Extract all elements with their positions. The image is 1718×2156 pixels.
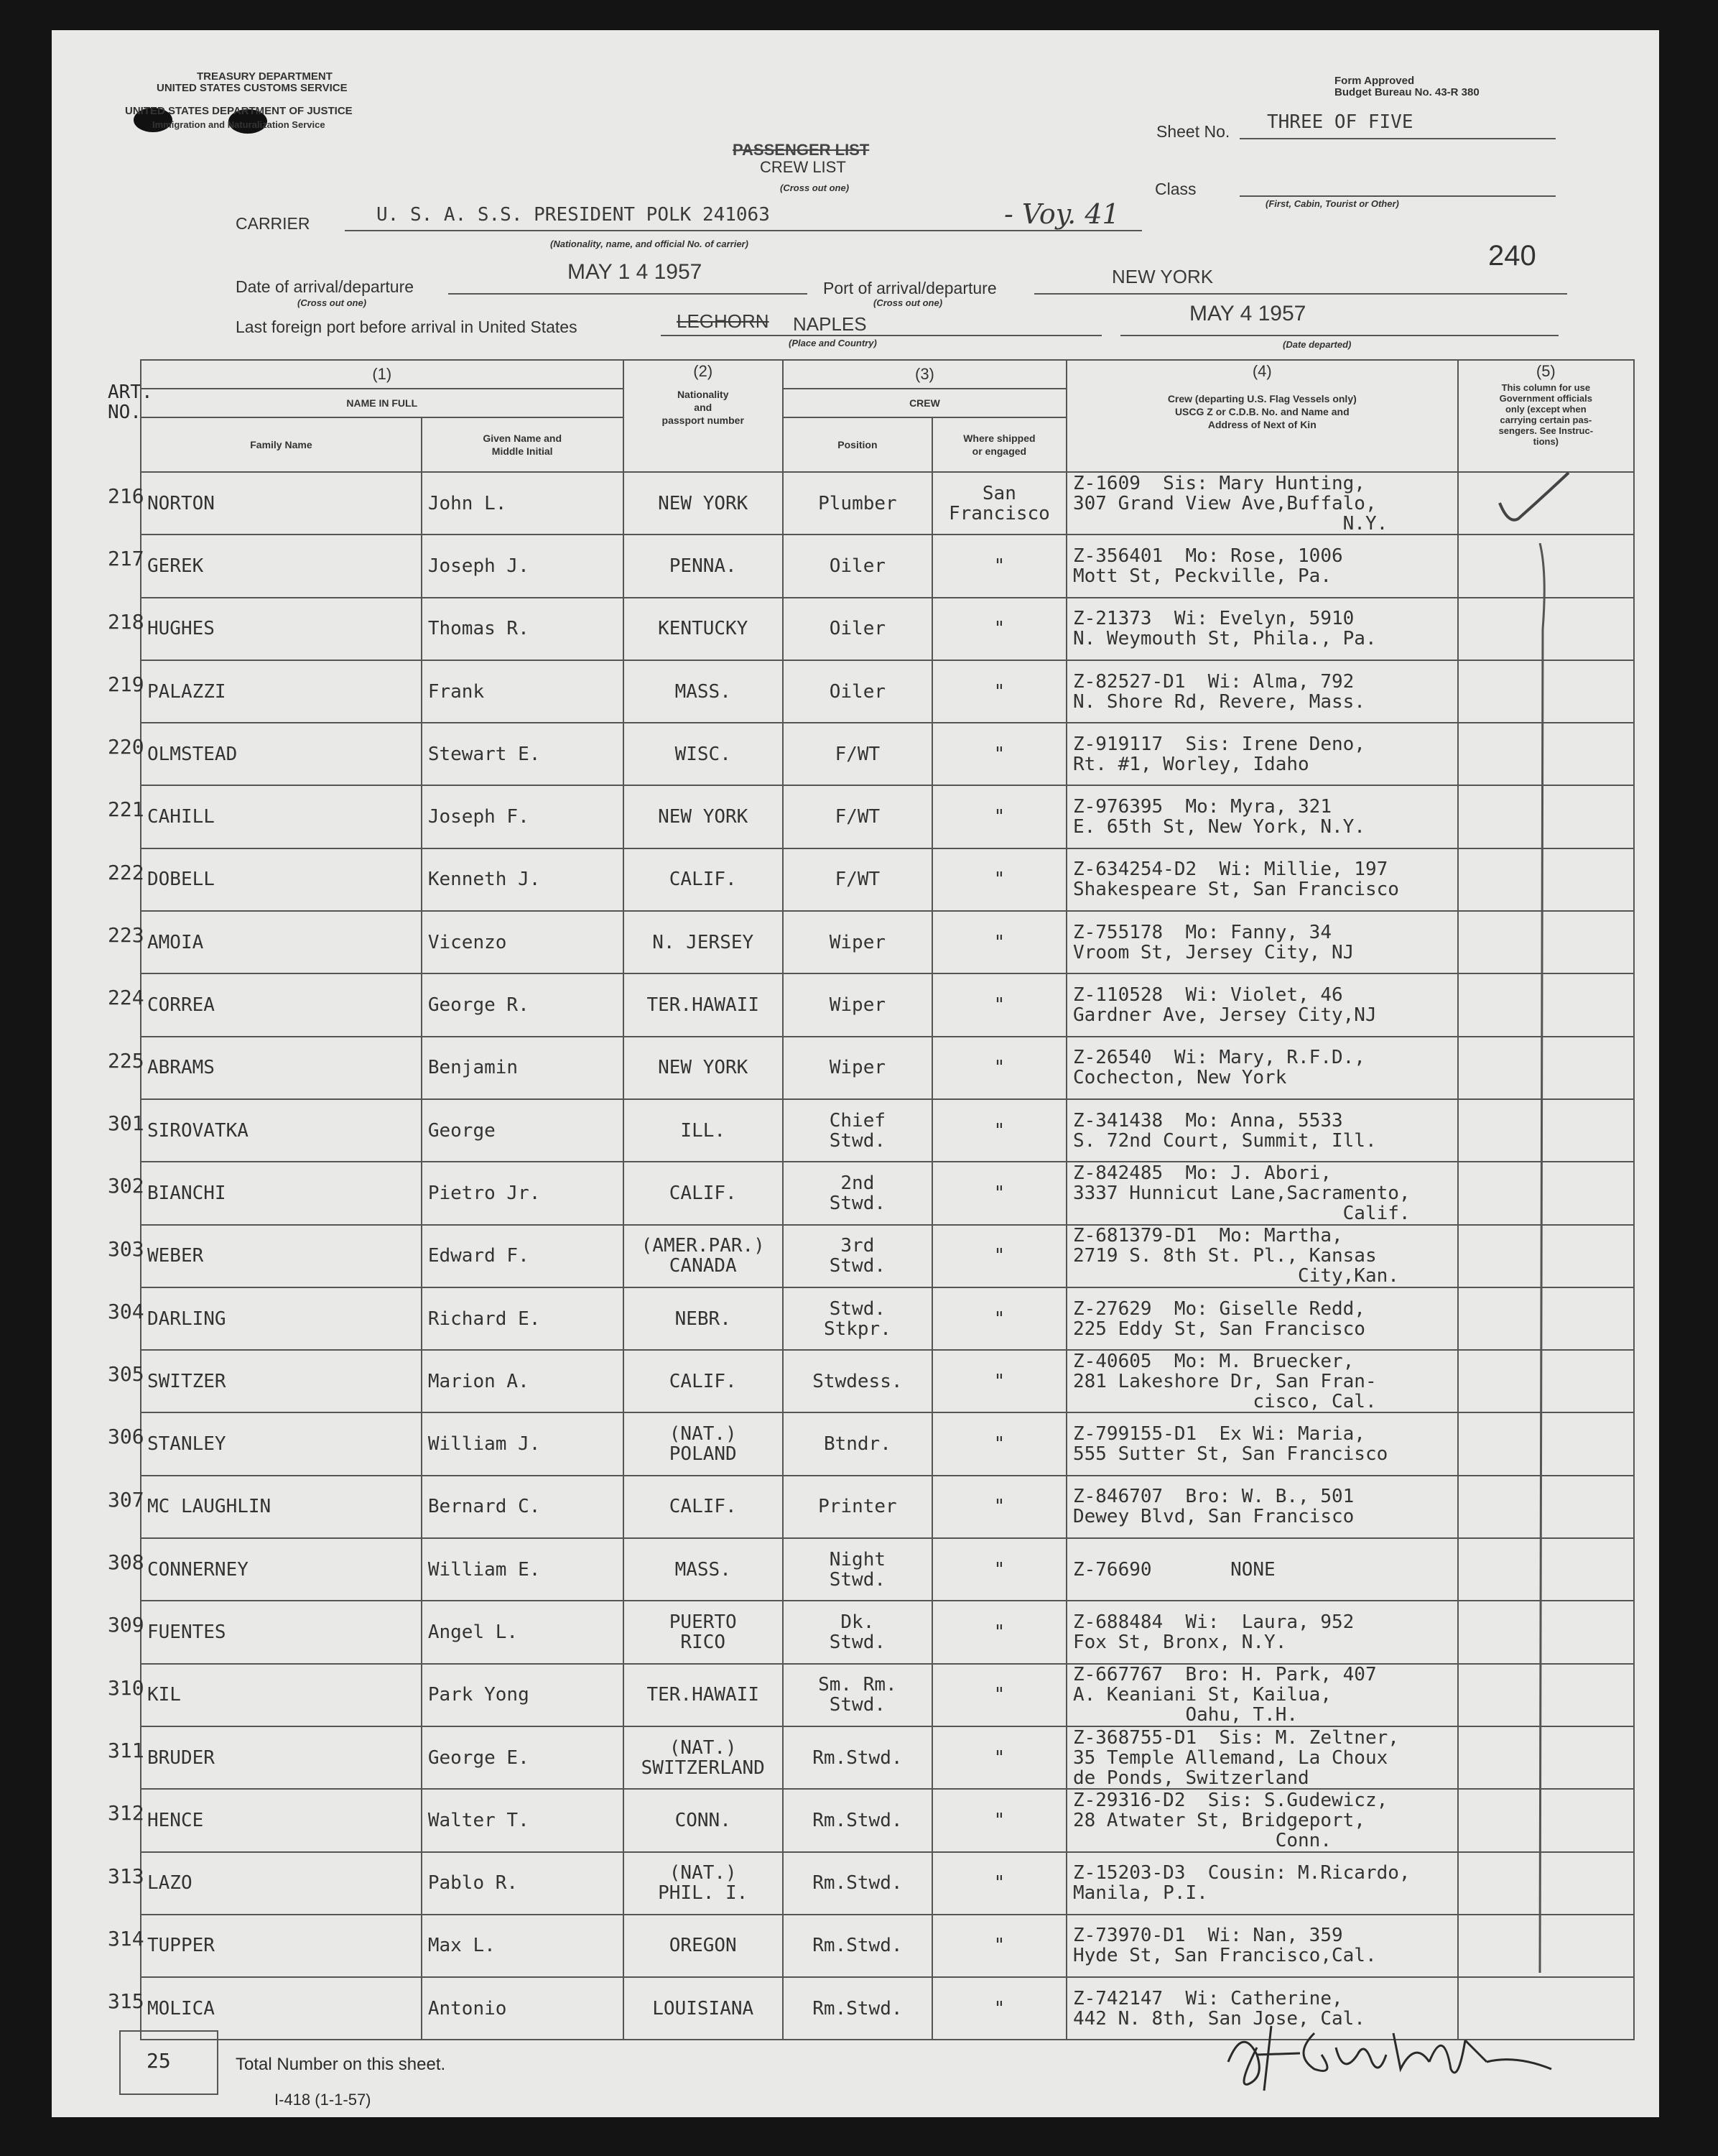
total-label: Total Number on this sheet.: [236, 2055, 446, 2074]
given-name: Stewart E.: [422, 723, 623, 785]
given-name: Walter T.: [422, 1789, 623, 1851]
port-value: NEW YORK: [1112, 266, 1214, 287]
last-port-label: Last foreign port before arrival in United States: [236, 318, 577, 336]
family-name: SIROVATKA: [141, 1099, 422, 1162]
carrier-caption: (Nationality, name, and official No. of carrier): [550, 239, 748, 249]
where-shipped: ": [932, 1977, 1067, 2040]
total-value: 25: [147, 2049, 171, 2073]
col1-number: (1): [141, 360, 623, 389]
where-shipped: ": [932, 1162, 1067, 1224]
next-of-kin: Z-681379-D1 Mo: Martha, 2719 S. 8th St. Pl., Kansas City,Kan.: [1067, 1225, 1458, 1287]
nationality: MASS.: [623, 660, 783, 723]
family-name: BRUDER: [141, 1726, 422, 1789]
art-number-text: 307: [108, 1487, 144, 1512]
family-name: HUGHES: [141, 598, 422, 660]
art-number-text: 223: [108, 923, 144, 948]
date-departed-caption: (Date departed): [1283, 339, 1352, 350]
table-row: [141, 1852, 1634, 1915]
family-name: NORTON: [141, 472, 422, 535]
next-of-kin: Z-667767 Bro: H. Park, 407 A. Keaniani St, Kailua, Oahu, T.H.: [1067, 1664, 1458, 1726]
position: Chief Stwd.: [783, 1099, 932, 1162]
next-of-kin: Z-842485 Mo: J. Abori, 3337 Hunnicut Lane,Sacramento, Calif.: [1067, 1162, 1458, 1224]
class-label: Class: [1155, 180, 1197, 198]
next-of-kin: Z-755178 Mo: Fanny, 34 Vroom St, Jersey City, NJ: [1067, 911, 1458, 973]
table-row: [141, 1789, 1634, 1851]
given-name: Benjamin: [422, 1037, 623, 1099]
form-approved: Form Approved: [1334, 75, 1415, 87]
given-name: Edward F.: [422, 1225, 623, 1287]
position: Night Stwd.: [783, 1538, 932, 1601]
table-row: [141, 785, 1634, 848]
next-of-kin: Z-27629 Mo: Giselle Redd, 225 Eddy St, San Francisco: [1067, 1287, 1458, 1350]
where-shipped: San Francisco: [932, 472, 1067, 535]
nationality: N. JERSEY: [623, 911, 783, 973]
position: Rm.Stwd.: [783, 1977, 932, 2040]
given-name: Pietro Jr.: [422, 1162, 623, 1224]
where-shipped: ": [932, 848, 1067, 911]
art-number-text: 216: [108, 484, 144, 508]
nationality: KENTUCKY: [623, 598, 783, 660]
next-of-kin: Z-26540 Wi: Mary, R.F.D., Cochecton, New York: [1067, 1037, 1458, 1099]
table-row: [141, 848, 1634, 911]
shipped-header: Where shipped or engaged: [932, 417, 1067, 472]
next-of-kin: Z-76690 NONE: [1067, 1538, 1458, 1601]
family-name: LAZO: [141, 1852, 422, 1915]
position: Sm. Rm. Stwd.: [783, 1664, 932, 1726]
table-row: [141, 1726, 1634, 1789]
next-of-kin: Z-634254-D2 Wi: Millie, 197 Shakespeare St, San Francisco: [1067, 848, 1458, 911]
where-shipped: ": [932, 1601, 1067, 1663]
art-number-text: 305: [108, 1362, 144, 1387]
next-of-kin: Z-29316-D2 Sis: S.Gudewicz, 28 Atwater St, Bridgeport, Conn.: [1067, 1789, 1458, 1851]
position: Oiler: [783, 535, 932, 597]
position: F/WT: [783, 785, 932, 848]
table-row: [141, 1601, 1634, 1663]
position: 2nd Stwd.: [783, 1162, 932, 1224]
position: Rm.Stwd.: [783, 1789, 932, 1851]
family-name: ABRAMS: [141, 1037, 422, 1099]
given-name: Pablo R.: [422, 1852, 623, 1915]
art-number-text: 220: [108, 735, 144, 759]
where-shipped: ": [932, 1476, 1067, 1538]
position: Stwdess.: [783, 1350, 932, 1412]
art-number-text: 217: [108, 547, 144, 571]
table-row: [141, 535, 1634, 597]
table-row: [141, 911, 1634, 973]
where-shipped: ": [932, 1726, 1067, 1789]
art-number-text: 218: [108, 609, 144, 634]
given-name: Bernard C.: [422, 1476, 623, 1538]
col3-number: (3): [783, 360, 1067, 389]
family-name: OLMSTEAD: [141, 723, 422, 785]
family-name: AMOIA: [141, 911, 422, 973]
nationality: (NAT.) PHIL. I.: [623, 1852, 783, 1915]
signature: [1214, 2012, 1559, 2098]
kin-header: (4) Crew (departing U.S. Flag Vessels only) USCG Z or C.D.B. No. and Name and Address of Next of Kin: [1067, 360, 1458, 472]
family-name: CAHILL: [141, 785, 422, 848]
where-shipped: ": [932, 660, 1067, 723]
family-name: MOLICA: [141, 1977, 422, 2040]
art-number-text: 306: [108, 1425, 144, 1449]
art-number-text: 221: [108, 797, 144, 822]
table-row: [141, 1915, 1634, 1977]
official-use-line: [1523, 543, 1566, 1987]
position: F/WT: [783, 723, 932, 785]
agency-line: TREASURY DEPARTMENT: [197, 70, 333, 83]
family-name: FUENTES: [141, 1601, 422, 1663]
family-name: DOBELL: [141, 848, 422, 911]
next-of-kin: Z-976395 Mo: Myra, 321 E. 65th St, New York, N.Y.: [1067, 785, 1458, 848]
date-value: MAY 1 4 1957: [567, 260, 702, 284]
family-name: STANLEY: [141, 1412, 422, 1475]
where-shipped: ": [932, 1852, 1067, 1915]
nationality: WISC.: [623, 723, 783, 785]
nationality: (AMER.PAR.) CANADA: [623, 1225, 783, 1287]
next-of-kin: Z-742147 Wi: Catherine, 442 N. 8th, San Jose, Cal.: [1067, 1977, 1458, 2040]
family-name-header: Family Name: [141, 417, 422, 472]
position: Printer: [783, 1476, 932, 1538]
position: Oiler: [783, 660, 932, 723]
agency-line: UNITED STATES DEPARTMENT OF JUSTICE: [125, 105, 353, 117]
next-of-kin: Z-368755-D1 Sis: M. Zeltner, 35 Temple Allemand, La Choux de Ponds, Switzerland: [1067, 1726, 1458, 1789]
family-name: CORREA: [141, 973, 422, 1036]
where-shipped: ": [932, 1538, 1067, 1601]
next-of-kin: Z-919117 Sis: Irene Deno, Rt. #1, Worley, Idaho: [1067, 723, 1458, 785]
nationality: PUERTO RICO: [623, 1601, 783, 1663]
table-row: [141, 472, 1634, 535]
given-name: Frank: [422, 660, 623, 723]
position: F/WT: [783, 848, 932, 911]
next-of-kin: Z-688484 Wi: Laura, 952 Fox St, Bronx, N.Y.: [1067, 1601, 1458, 1663]
position: Wiper: [783, 973, 932, 1036]
class-caption: (First, Cabin, Tourist or Other): [1266, 198, 1399, 209]
family-name: SWITZER: [141, 1350, 422, 1412]
position: Wiper: [783, 1037, 932, 1099]
where-shipped: ": [932, 723, 1067, 785]
table-row: [141, 1476, 1634, 1538]
where-shipped: ": [932, 1915, 1067, 1977]
given-name: Vicenzo: [422, 911, 623, 973]
nationality: TER.HAWAII: [623, 973, 783, 1036]
given-name: Joseph J.: [422, 535, 623, 597]
cross-out-caption: (Cross out one): [780, 182, 850, 193]
nationality: ILL.: [623, 1099, 783, 1162]
official-use-header: (5) This column for use Government officials only (except when carrying certain pas- sengers. See Instruc- tions): [1458, 360, 1634, 472]
nationality-header: (2) Nationality and passport number: [623, 360, 783, 472]
sheet-label: Sheet No.: [1156, 122, 1230, 141]
position: Rm.Stwd.: [783, 1915, 932, 1977]
where-shipped: ": [932, 785, 1067, 848]
given-name: William J.: [422, 1412, 623, 1475]
position: Wiper: [783, 911, 932, 973]
art-number-text: 304: [108, 1299, 144, 1323]
next-of-kin: Z-341438 Mo: Anna, 5533 S. 72nd Court, Summit, Ill.: [1067, 1099, 1458, 1162]
position: Oiler: [783, 598, 932, 660]
art-number-text: 222: [108, 860, 144, 884]
where-shipped: ": [932, 1789, 1067, 1851]
family-name: DARLING: [141, 1287, 422, 1350]
table-row: [141, 1162, 1634, 1224]
art-number-text: 310: [108, 1675, 144, 1700]
given-name: Kenneth J.: [422, 848, 623, 911]
art-number-text: 224: [108, 986, 144, 1010]
position: Btndr.: [783, 1412, 932, 1475]
given-name-header: Given Name and Middle Initial: [422, 417, 623, 472]
position: Rm.Stwd.: [783, 1852, 932, 1915]
nationality: (NAT.) POLAND: [623, 1412, 783, 1475]
given-name: Thomas R.: [422, 598, 623, 660]
position: Stwd. Stkpr.: [783, 1287, 932, 1350]
table-row: [141, 1350, 1634, 1412]
nationality: (NAT.) SWITZERLAND: [623, 1726, 783, 1789]
given-name: George R.: [422, 973, 623, 1036]
position: Plumber: [783, 472, 932, 535]
where-shipped: ": [932, 1037, 1067, 1099]
budget-bureau-no: Budget Bureau No. 43-R 380: [1334, 86, 1480, 98]
nationality: CONN.: [623, 1789, 783, 1851]
last-port-struck: LEGHORN: [677, 310, 769, 332]
family-name: CONNERNEY: [141, 1538, 422, 1601]
carrier-value: U. S. A. S.S. PRESIDENT POLK 241063: [376, 204, 770, 226]
table-row: [141, 1037, 1634, 1099]
date-departed-value: MAY 4 1957: [1189, 302, 1306, 325]
family-name: WEBER: [141, 1225, 422, 1287]
table-row: [141, 1287, 1634, 1350]
given-name: George E.: [422, 1726, 623, 1789]
nationality: TER.HAWAII: [623, 1664, 783, 1726]
position: 3rd Stwd.: [783, 1225, 932, 1287]
position: Rm.Stwd.: [783, 1726, 932, 1789]
table-row: [141, 1225, 1634, 1287]
next-of-kin: Z-356401 Mo: Rose, 1006 Mott St, Peckville, Pa.: [1067, 535, 1458, 597]
nationality: OREGON: [623, 1915, 783, 1977]
nationality: MASS.: [623, 1538, 783, 1601]
given-name: John L.: [422, 472, 623, 535]
next-of-kin: Z-110528 Wi: Violet, 46 Gardner Ave, Jersey City,NJ: [1067, 973, 1458, 1036]
given-name: Joseph F.: [422, 785, 623, 848]
next-of-kin: Z-21373 Wi: Evelyn, 5910 N. Weymouth St, Phila., Pa.: [1067, 598, 1458, 660]
position: Dk. Stwd.: [783, 1601, 932, 1663]
port-label: Port of arrival/departure: [823, 279, 997, 297]
next-of-kin: Z-15203-D3 Cousin: M.Ricardo, Manila, P.I.: [1067, 1852, 1458, 1915]
art-number-text: 303: [108, 1236, 144, 1261]
family-name: TUPPER: [141, 1915, 422, 1977]
family-name: BIANCHI: [141, 1162, 422, 1224]
next-of-kin: Z-1609 Sis: Mary Hunting, 307 Grand View Ave,Buffalo, N.Y.: [1067, 472, 1458, 535]
art-number-text: 309: [108, 1613, 144, 1637]
table-row: [141, 973, 1634, 1036]
name-in-full-header: NAME IN FULL: [141, 389, 623, 417]
given-name: Park Yong: [422, 1664, 623, 1726]
next-of-kin: Z-40605 Mo: M. Bruecker, 281 Lakeshore Dr, San Fran- cisco, Cal.: [1067, 1350, 1458, 1412]
cross-out-caption: (Cross out one): [297, 297, 367, 308]
where-shipped: ": [932, 911, 1067, 973]
where-shipped: ": [932, 973, 1067, 1036]
table-row: [141, 723, 1634, 785]
art-number-text: 302: [108, 1174, 144, 1198]
nationality: NEW YORK: [623, 1037, 783, 1099]
sheet-value: THREE OF FIVE: [1267, 111, 1413, 133]
place-caption: (Place and Country): [789, 338, 877, 348]
where-shipped: ": [932, 1664, 1067, 1726]
table-row: [141, 660, 1634, 723]
where-shipped: ": [932, 1287, 1067, 1350]
cross-out-caption: (Cross out one): [873, 297, 943, 308]
art-number-text: 311: [108, 1738, 144, 1762]
position-header: Position: [783, 417, 932, 472]
nationality: NEW YORK: [623, 472, 783, 535]
last-port-value: NAPLES: [793, 313, 867, 335]
where-shipped: ": [932, 1099, 1067, 1162]
art-number-text: 312: [108, 1801, 144, 1826]
family-name: MC LAUGHLIN: [141, 1476, 422, 1538]
given-name: Angel L.: [422, 1601, 623, 1663]
agency-line: Immigration and Naturalization Service: [152, 119, 325, 130]
given-name: Marion A.: [422, 1350, 623, 1412]
page-number: 240: [1488, 240, 1536, 272]
where-shipped: ": [932, 1225, 1067, 1287]
given-name: Max L.: [422, 1915, 623, 1977]
art-number-text: 314: [108, 1926, 144, 1951]
form-number: I-418 (1-1-57): [274, 2091, 371, 2109]
table-row: [141, 598, 1634, 660]
given-name: Richard E.: [422, 1287, 623, 1350]
agency-line: UNITED STATES CUSTOMS SERVICE: [157, 82, 348, 94]
table-row: [141, 1664, 1634, 1726]
family-name: PALAZZI: [141, 660, 422, 723]
art-number-text: 219: [108, 672, 144, 696]
nationality: CALIF.: [623, 1476, 783, 1538]
carrier-voyage-handwritten: - Voy. 41: [1004, 198, 1120, 230]
date-label: Date of arrival/departure: [236, 277, 414, 296]
nationality: LOUISIANA: [623, 1977, 783, 2040]
list-type: CREW LIST: [760, 158, 846, 176]
nationality: PENNA.: [623, 535, 783, 597]
family-name: HENCE: [141, 1789, 422, 1851]
art-number-text: 225: [108, 1048, 144, 1073]
table-row: [141, 1538, 1634, 1601]
check-mark: [1494, 467, 1573, 535]
next-of-kin: Z-82527-D1 Wi: Alma, 792 N. Shore Rd, Revere, Mass.: [1067, 660, 1458, 723]
family-name: GEREK: [141, 535, 422, 597]
art-number-text: 301: [108, 1111, 144, 1135]
where-shipped: ": [932, 535, 1067, 597]
art-number-text: 315: [108, 1989, 144, 2014]
family-name: KIL: [141, 1664, 422, 1726]
given-name: George: [422, 1099, 623, 1162]
crew-header: CREW: [783, 389, 1067, 417]
given-name: William E.: [422, 1538, 623, 1601]
where-shipped: ": [932, 1350, 1067, 1412]
art-number-text: 308: [108, 1550, 144, 1575]
nationality: CALIF.: [623, 1350, 783, 1412]
nationality: NEW YORK: [623, 785, 783, 848]
art-no-heading: ART. NO.: [108, 381, 153, 423]
list-type-struck: PASSENGER LIST: [733, 141, 870, 159]
given-name: Antonio: [422, 1977, 623, 2040]
nationality: NEBR.: [623, 1287, 783, 1350]
where-shipped: ": [932, 1412, 1067, 1475]
art-number-text: 313: [108, 1864, 144, 1888]
where-shipped: ": [932, 598, 1067, 660]
next-of-kin: Z-846707 Bro: W. B., 501 Dewey Blvd, San Francisco: [1067, 1476, 1458, 1538]
table-row: [141, 1412, 1634, 1475]
next-of-kin: Z-73970-D1 Wi: Nan, 359 Hyde St, San Francisco,Cal.: [1067, 1915, 1458, 1977]
next-of-kin: Z-799155-D1 Ex Wi: Maria, 555 Sutter St, San Francisco: [1067, 1412, 1458, 1475]
table-row: [141, 1099, 1634, 1162]
nationality: CALIF.: [623, 1162, 783, 1224]
nationality: CALIF.: [623, 848, 783, 911]
carrier-label: CARRIER: [236, 214, 310, 233]
